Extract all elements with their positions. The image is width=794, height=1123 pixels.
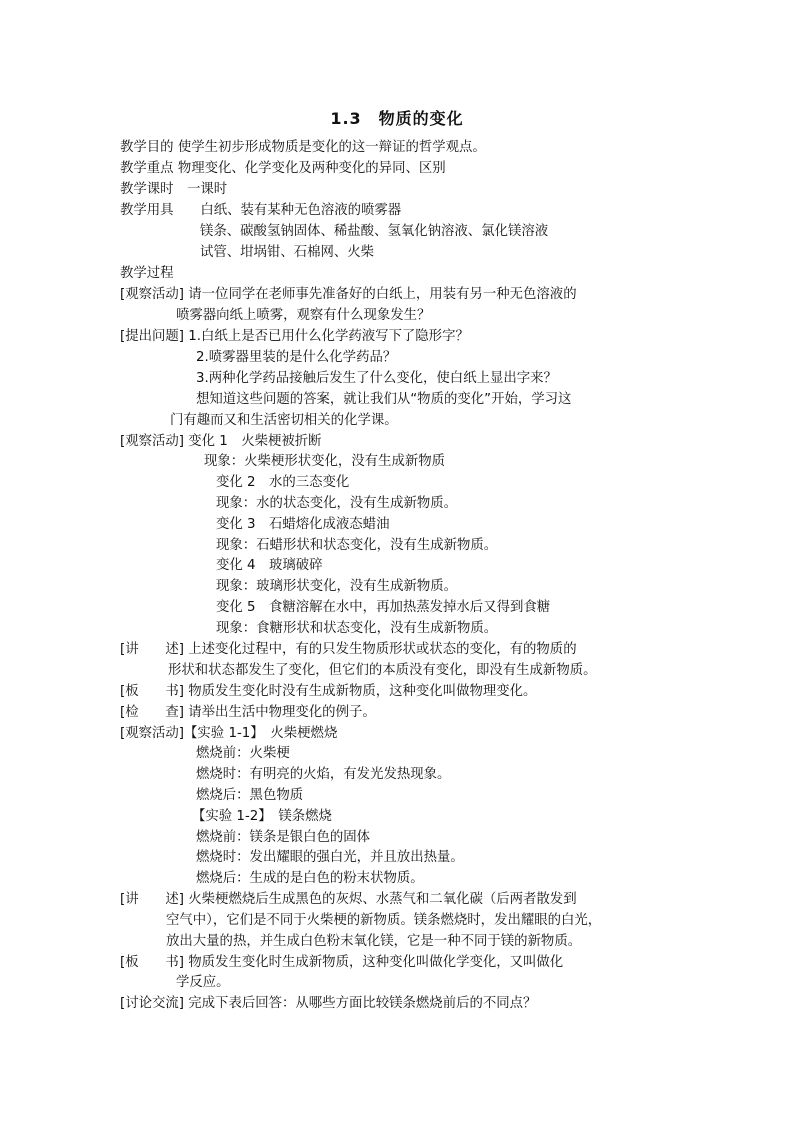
text-line: [观察活动]【实验 1-1】 火柴梗燃烧 [120, 726, 338, 741]
text-line: 现象：玻璃形状变化，没有生成新物质。 [216, 579, 458, 594]
text-line: [板 书] 物质发生变化时生成新物质，这种变化叫做化学变化，又叫做化 [120, 955, 564, 970]
text-line: 燃烧时：有明亮的火焰，有发光发热现象。 [196, 767, 451, 782]
text-line: 现象：火柴梗形状变化，没有生成新物质 [204, 454, 446, 469]
text-line: 教学课时 一课时 [120, 182, 228, 197]
text-line: 变化 4 玻璃破碎 [216, 558, 323, 573]
text-line: [提出问题] 1.白纸上是否已用什么化学药液写下了隐形字？ [120, 329, 469, 344]
text-line: 教学用具 白纸、装有某种无色溶液的喷雾器 [120, 203, 402, 218]
text-line: 燃烧前：火柴梗 [196, 746, 290, 761]
text-line: 现象：水的状态变化，没有生成新物质。 [216, 496, 458, 511]
text-line: [观察活动] 变化 1 火柴梗被折断 [120, 434, 322, 449]
text-line: 镁条、碳酸氢钠固体、稀盐酸、氢氧化钠溶液、氯化镁溶液 [200, 224, 549, 239]
text-line: 变化 2 水的三态变化 [216, 475, 350, 490]
text-line: 变化 5 食糖溶解在水中，再加热蒸发掉水后又得到食糖 [216, 600, 551, 615]
text-line: 想知道这些问题的答案，就让我们从“物质的变化”开始，学习这 [196, 392, 572, 407]
text-line: [讨论交流] 完成下表后回答：从哪些方面比较镁条燃烧前后的不同点？ [120, 996, 537, 1011]
text-line: 教学目的 使学生初步形成物质是变化的这一辩证的哲学观点。 [120, 140, 486, 155]
text-line: 变化 3 石蜡熔化成液态蜡油 [216, 517, 390, 532]
text-line: 3.两种化学药品接触后发生了什么变化，使白纸上显出字来？ [196, 371, 557, 386]
text-line: [检 查] 请举出生活中物理变化的例子。 [120, 705, 376, 720]
text-line: [板 书] 物质发生变化时没有生成新物质，这种变化叫做物理变化。 [120, 684, 537, 699]
text-line: 燃烧前：镁条是银白色的固体 [196, 830, 371, 845]
text-line: 试管、坩埚钳、石棉网、火柴 [200, 245, 375, 260]
text-line: 教学过程 [120, 266, 174, 281]
text-line: 2.喷雾器里装的是什么化学药品？ [196, 350, 397, 365]
text-line: 燃烧时：发出耀眼的强白光，并且放出热量。 [196, 850, 464, 865]
text-line: 教学重点 物理变化、化学变化及两种变化的异同、区别 [120, 161, 446, 176]
text-line: [讲 述] 火柴梗燃烧后生成黑色的灰烬、水蒸气和二氧化碳（后两者散发到 [120, 892, 577, 907]
text-line: 形状和状态都发生了变化，但它们的本质没有变化，即没有生成新物质。 [168, 663, 597, 678]
text-line: 燃烧后：生成的是白色的粉末状物质。 [196, 871, 424, 886]
text-line: 空气中），它们是不同于火柴梗的新物质。镁条燃烧时，发出耀眼的白光， [166, 913, 602, 928]
text-line: 【实验 1-2】 镁条燃烧 [192, 809, 332, 824]
text-line: [讲 述] 上述变化过程中，有的只发生物质形状或状态的变化，有的物质的 [120, 642, 577, 657]
text-line: 燃烧后：黑色物质 [196, 788, 304, 803]
text-line: 放出大量的热，并生成白色粉末氧化镁，它是一种不同于镁的新物质。 [166, 934, 582, 949]
page-title: 1.3 物质的变化 [330, 109, 464, 128]
text-line: 门有趣而又和生活密切相关的化学课。 [170, 413, 398, 428]
text-line: 喷雾器向纸上喷雾，观察有什么现象发生？ [176, 308, 431, 323]
text-line: [观察活动] 请一位同学在老师事先准备好的白纸上，用装有另一种无色溶液的 [120, 287, 577, 302]
text-line: 现象：食糖形状和状态变化，没有生成新物质。 [216, 621, 498, 636]
text-line: 现象：石蜡形状和状态变化，没有生成新物质。 [216, 538, 498, 553]
text-line: 学反应。 [176, 975, 230, 990]
